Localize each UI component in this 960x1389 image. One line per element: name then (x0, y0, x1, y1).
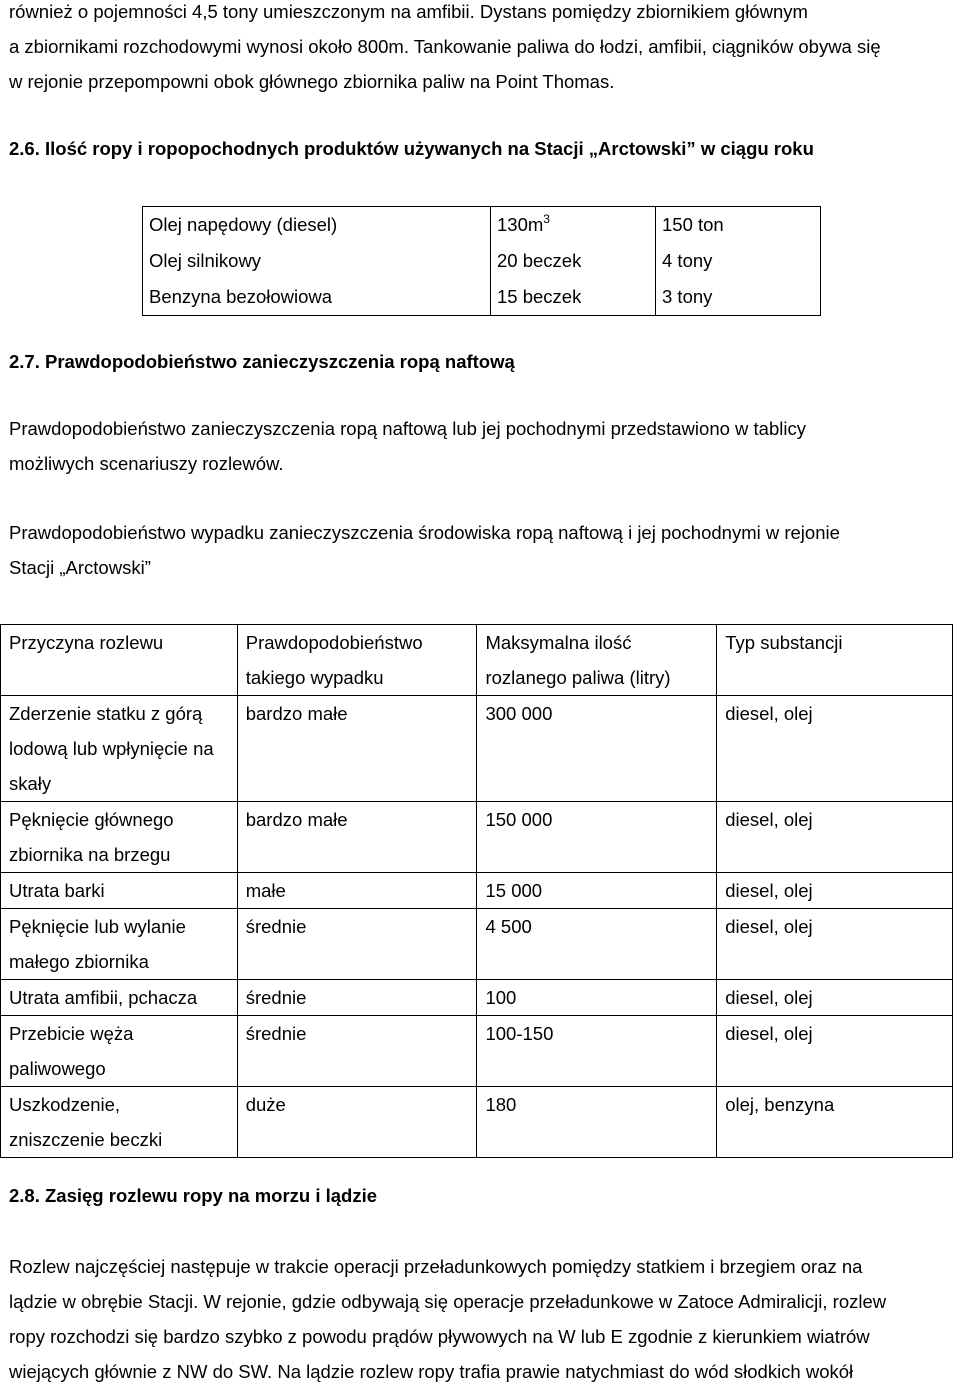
substance-type-cell: diesel, olej (717, 980, 953, 1016)
column-header (237, 625, 477, 696)
probability-paragraph (9, 411, 954, 481)
cause-line: paliwowego (9, 1058, 106, 1079)
cause-cell (1, 873, 238, 909)
fuel-usage-table (142, 206, 821, 316)
table-row (1, 909, 953, 980)
table-row (1, 980, 953, 1016)
column-header-line: Typ substancji (725, 632, 843, 653)
table-row (1, 696, 953, 802)
cause-line: Pęknięcie głównego (9, 809, 174, 830)
paragraph-line: ropy rozchodzi się bardzo szybko z powodu prądów pływowych na W lub E zgodnie z kierunkiem wiatrów (9, 1326, 870, 1347)
cause-line: Przebicie węża (9, 1023, 134, 1044)
cause-line: skały (9, 773, 52, 794)
max-amount-cell: 300 000 (477, 696, 717, 802)
cause-cell (1, 802, 238, 873)
max-amount-cell: 100-150 (477, 1016, 717, 1087)
fuel-weight-cell: 3 tony (656, 279, 821, 316)
cause-cell (1, 1087, 238, 1158)
intro-paragraph (9, 0, 954, 99)
cause-line: Uszkodzenie, (9, 1094, 121, 1115)
paragraph-line: Prawdopodobieństwo wypadku zanieczyszczenia środowiska ropą naftową i jej pochodnymi w rejonie (9, 522, 840, 543)
paragraph-line: Rozlew najczęściej następuje w trakcie operacji przeładunkowych pomiędzy statkiem i brzegiem oraz na (9, 1256, 863, 1277)
column-header (1, 625, 238, 696)
fuel-weight-cell: 4 tony (656, 243, 821, 279)
substance-type-cell: diesel, olej (717, 1016, 953, 1087)
column-header (477, 625, 717, 696)
fuel-amount: 130m (497, 214, 544, 235)
cause-line: małego zbiornika (9, 951, 149, 972)
max-amount-cell: 180 (477, 1087, 717, 1158)
fuel-amount-superscript: 3 (543, 212, 550, 226)
max-amount-cell: 150 000 (477, 802, 717, 873)
probability-cell: bardzo małe (237, 802, 477, 873)
probability-cell: małe (237, 873, 477, 909)
paragraph-line: lądzie w obrębie Stacji. W rejonie, gdzie odbywają się operacje przeładunkowe w Zatoce Admiralicji, rozlew (9, 1291, 887, 1312)
fuel-name-cell: Olej napędowy (diesel) (143, 207, 491, 244)
probability-cell: bardzo małe (237, 696, 477, 802)
fuel-table-row (143, 243, 821, 279)
fuel-table-row (143, 207, 821, 244)
spill-range-paragraph (9, 1249, 954, 1389)
paragraph-line: możliwych scenariuszy rozlewów. (9, 453, 284, 474)
fuel-amount-cell (491, 207, 656, 244)
fuel-table-row (143, 279, 821, 316)
section-heading-2-7: 2.7. Prawdopodobieństwo zanieczyszczenia ropą naftową (9, 351, 515, 372)
cause-line: Zderzenie statku z górą (9, 703, 203, 724)
cause-line: zniszczenie beczki (9, 1129, 163, 1150)
fuel-amount-cell (491, 243, 656, 279)
column-header (717, 625, 953, 696)
table-row (1, 873, 953, 909)
fuel-name-cell: Benzyna bezołowiowa (143, 279, 491, 316)
cause-cell (1, 1016, 238, 1087)
column-header-line: Maksymalna ilość (485, 632, 632, 653)
column-header-line: rozlanego paliwa (litry) (485, 667, 671, 688)
probability-cell: średnie (237, 1016, 477, 1087)
fuel-amount: 20 beczek (497, 250, 582, 271)
substance-type-cell: olej, benzyna (717, 1087, 953, 1158)
table-row (1, 1087, 953, 1158)
cause-line: Utrata amfibii, pchacza (9, 987, 198, 1008)
cause-cell (1, 696, 238, 802)
max-amount-cell: 15 000 (477, 873, 717, 909)
probability-cell: średnie (237, 909, 477, 980)
paragraph-line: Prawdopodobieństwo zanieczyszczenia ropą naftową lub jej pochodnymi przedstawiono w tablicy (9, 418, 806, 439)
probability-cell: średnie (237, 980, 477, 1016)
fuel-weight-cell: 150 ton (656, 207, 821, 244)
cause-line: lodową lub wpłynięcie na (9, 738, 214, 759)
section-heading-2-8: 2.8. Zasięg rozlewu ropy na morzu i lądzie (9, 1185, 378, 1206)
spill-table-header-row (1, 625, 953, 696)
max-amount-cell: 100 (477, 980, 717, 1016)
intro-line: a zbiornikami rozchodowymi wynosi około 800m. Tankowanie paliwa do łodzi, amfibii, ciągników obywa się (9, 36, 881, 57)
intro-line: w rejonie przepompowni obok głównego zbiornika paliw na Point Thomas. (9, 71, 615, 92)
section-heading-2-6: 2.6. Ilość ropy i ropopochodnych produktów używanych na Stacji „Arctowski” w ciągu roku (9, 138, 814, 159)
table-row (1, 1016, 953, 1087)
cause-cell (1, 980, 238, 1016)
cause-cell (1, 909, 238, 980)
cause-line: Pęknięcie lub wylanie (9, 916, 186, 937)
substance-type-cell: diesel, olej (717, 909, 953, 980)
fuel-amount-cell (491, 279, 656, 316)
column-header-line: Prawdopodobieństwo (245, 632, 423, 653)
intro-line: również o pojemności 4,5 tony umieszczonym na amfibii. Dystans pomiędzy zbiornikiem głównym (9, 1, 808, 22)
max-amount-cell: 4 500 (477, 909, 717, 980)
table-caption-paragraph (9, 515, 954, 585)
substance-type-cell: diesel, olej (717, 696, 953, 802)
fuel-name-cell: Olej silnikowy (143, 243, 491, 279)
cause-line: Utrata barki (9, 880, 105, 901)
fuel-amount: 15 beczek (497, 286, 582, 307)
substance-type-cell: diesel, olej (717, 873, 953, 909)
cause-line: zbiornika na brzegu (9, 844, 171, 865)
spill-scenarios-table (0, 624, 953, 1158)
paragraph-line: Stacji „Arctowski” (9, 557, 151, 578)
table-row (1, 802, 953, 873)
paragraph-line: wiejących głównie z NW do SW. Na lądzie rozlew ropy trafia prawie natychmiast do wód słodkich wokół (9, 1361, 854, 1382)
column-header-line: takiego wypadku (245, 667, 384, 688)
column-header-line: Przyczyna rozlewu (9, 632, 164, 653)
substance-type-cell: diesel, olej (717, 802, 953, 873)
probability-cell: duże (237, 1087, 477, 1158)
